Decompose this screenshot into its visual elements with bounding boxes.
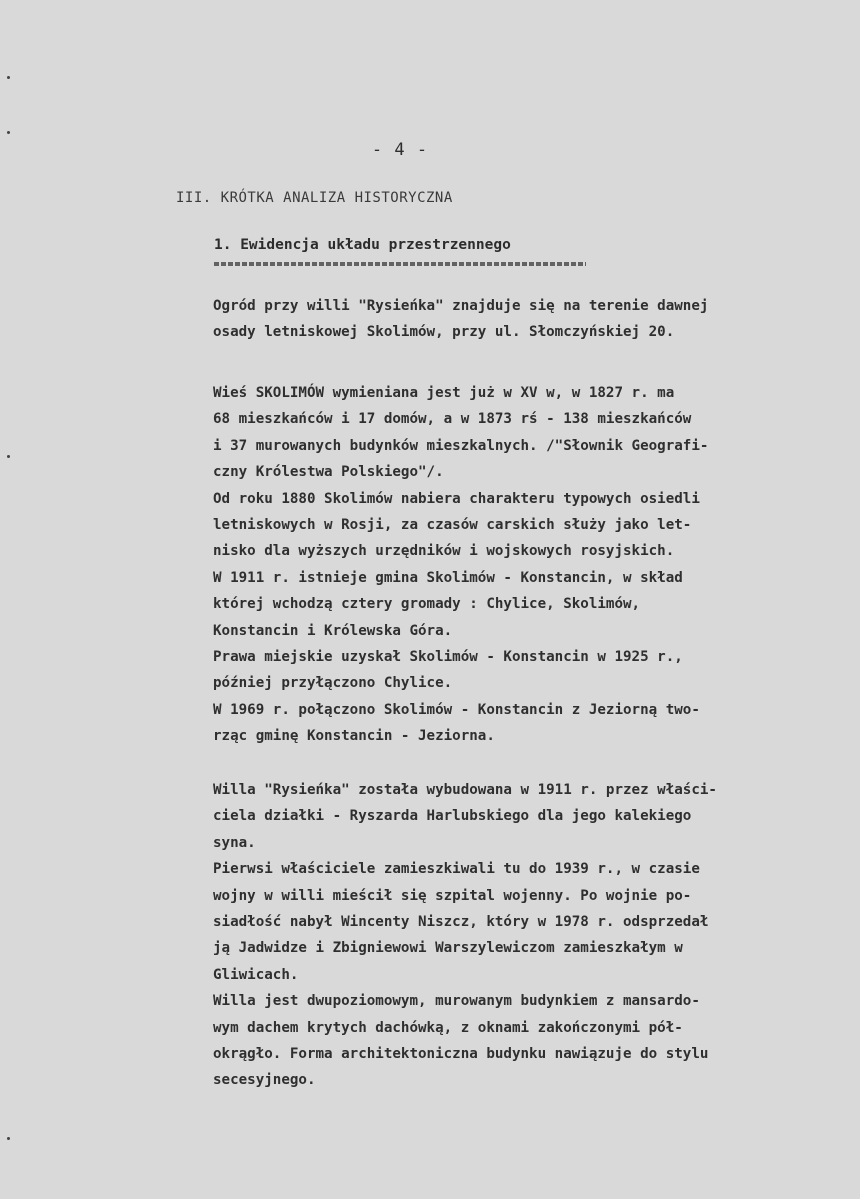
- text-line: siadłość nabył Wincenty Niszcz, który w 1978 r. odsprzedał: [213, 913, 709, 930]
- margin-mark: [7, 455, 10, 458]
- text-line: ciela działki - Ryszarda Harlubskiego dla jego kalekiego: [213, 808, 692, 825]
- text-line: osady letniskowej Skolimów, przy ul. Słomczyńskiej 20.: [213, 324, 675, 341]
- text-line: Willa jest dwupoziomowym, murowanym budynkiem z mansardo-: [213, 993, 700, 1010]
- text-line: czny Królestwa Polskiego"/.: [213, 464, 444, 481]
- paragraph-villa-history: [213, 777, 843, 1094]
- margin-mark: [7, 131, 10, 134]
- text-line: której wchodzą cztery gromady : Chylice, Skolimów,: [213, 596, 641, 613]
- text-line: i 37 murowanych budynków mieszkalnych. /"Słownik Geografi-: [213, 437, 709, 454]
- text-line: Prawa miejskie uzyskał Skolimów - Konstancin w 1925 r.,: [213, 648, 683, 665]
- text-line: Ogród przy willi "Rysieńka" znajduje się na terenie dawnej: [213, 298, 709, 314]
- margin-mark: [7, 1137, 10, 1140]
- text-line: Gliwicach.: [213, 966, 299, 983]
- text-line: syna.: [213, 834, 256, 851]
- text-line: secesyjnego.: [213, 1072, 316, 1089]
- margin-mark: [7, 76, 10, 79]
- text-line: wojny w willi mieścił się szpital wojenny. Po wojnie po-: [213, 887, 692, 904]
- text-line: Pierwsi właściciele zamieszkiwali tu do 1939 r., w czasie: [213, 861, 700, 878]
- text-line: ją Jadwidze i Zbigniewowi Warszylewiczom zamieszkałym w: [213, 940, 683, 957]
- subheading: 1. Ewidencja układu przestrzennego: [214, 237, 511, 253]
- text-line: Konstancin i Królewska Góra.: [213, 622, 453, 639]
- paragraph-village-history: [213, 380, 843, 749]
- text-line: okrągło. Forma architektoniczna budynku nawiązuje do stylu: [213, 1045, 709, 1062]
- section-heading: III. KRÓTKA ANALIZA HISTORYCZNA: [176, 190, 453, 206]
- text-line: Wieś SKOLIMÓW wymieniana jest już w XV w, w 1827 r. ma: [213, 385, 675, 401]
- text-line: 68 mieszkańców i 17 domów, a w 1873 rś - 138 mieszkańców: [213, 411, 692, 428]
- text-line: później przyłączono Chylice.: [213, 675, 453, 692]
- text-line: W 1969 r. połączono Skolimów - Konstancin z Jeziorną two-: [213, 701, 700, 718]
- text-line: wym dachem krytych dachówką, z oknami zakończonymi pół-: [213, 1019, 683, 1036]
- text-line: rząc gminę Konstancin - Jeziorna.: [213, 728, 495, 745]
- paragraph-garden-location: [213, 293, 843, 346]
- text-line: Willa "Rysieńka" została wybudowana w 1911 r. przez właści-: [213, 782, 717, 798]
- text-line: nisko dla wyższych urzędników i wojskowych rosyjskich.: [213, 543, 675, 560]
- text-line: W 1911 r. istnieje gmina Skolimów - Konstancin, w skład: [213, 569, 683, 586]
- page-number: - 4 -: [371, 140, 429, 160]
- text-line: Od roku 1880 Skolimów nabiera charakteru typowych osiedli: [213, 490, 700, 507]
- text-line: letniskowych w Rosji, za czasów carskich służy jako let-: [213, 516, 692, 533]
- subheading-underline: [214, 262, 586, 266]
